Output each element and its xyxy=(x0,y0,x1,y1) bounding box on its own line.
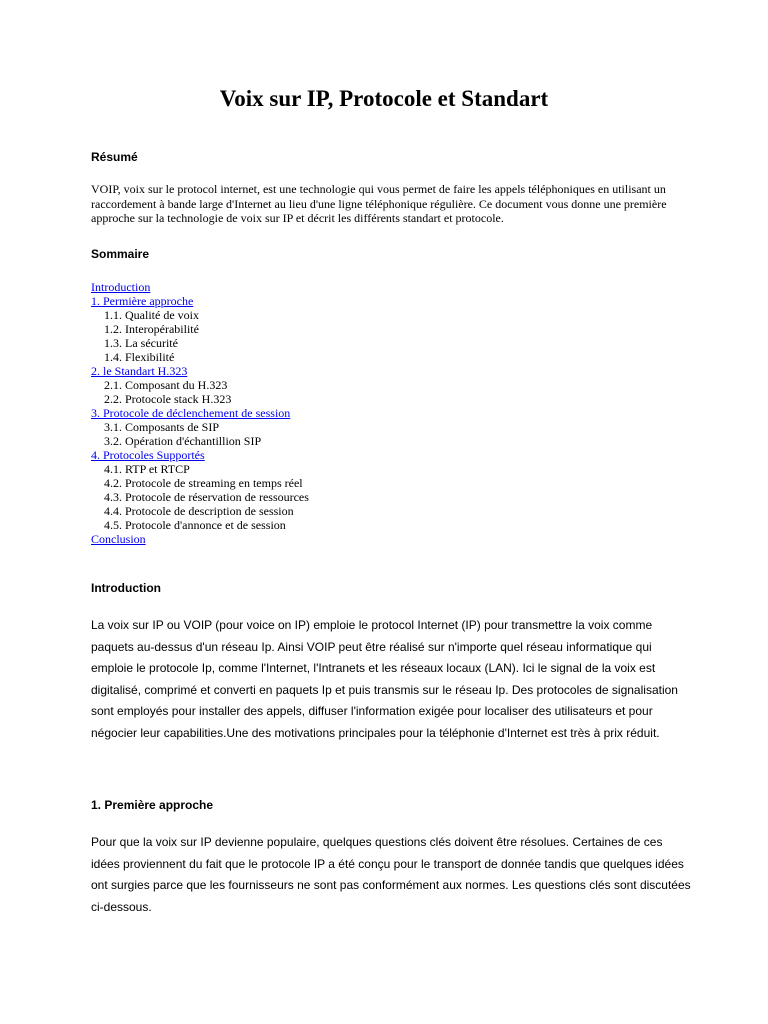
toc-subitem-label: 4.3. Protocole de réservation de ressources xyxy=(104,490,309,504)
toc-subitem-label: 3.2. Opération d'échantillion SIP xyxy=(104,434,262,448)
resume-heading: Résumé xyxy=(91,150,138,164)
toc-item xyxy=(91,336,309,350)
toc-item xyxy=(91,504,309,518)
premiere-approche-text: Pour que la voix sur IP devienne populaire, quelques questions clés doivent être résolues. Certaines de ces idées proviennent du fait que le protocole IP a été conçu pour le transport de donnée tandis que quelques idées ont surgies parce que les fournisseurs ne sont pas conformément aux normes. Les questions clés sont discutées ci-dessous. xyxy=(91,835,691,914)
toc-item xyxy=(91,490,309,504)
toc-item xyxy=(91,350,309,364)
toc-link[interactable]: 3. Protocole de déclenchement de session xyxy=(91,406,291,420)
toc-subitem-label: 1.3. La sécurité xyxy=(104,336,178,350)
toc-link[interactable]: 1. Permière approche xyxy=(91,294,194,308)
toc-item xyxy=(91,434,309,448)
introduction-text: La voix sur IP ou VOIP (pour voice on IP) emploie le protocol Internet (IP) pour transmettre la voix comme paquets au-dessus d'un réseau Ip. Ainsi VOIP peut être réalisé sur n'importe quel réseau informatique qui emploie le protocole Ip, comme l'Internet, l'Intranets et les réseaux locaux (LAN). Ici le signal de la voix est digitalisé, comprimé et converti en paquets Ip et puis transmis sur le réseau Ip. Des protocoles de signalisation sont employés pour installer des appels, diffuser l'information exigée pour localiser des utilisateurs et pour négocier leur capabilities.Une des motivations principales pour la téléphonie d'Internet est très à prix réduit. xyxy=(91,618,678,740)
toc-item[interactable] xyxy=(91,364,309,378)
toc-item xyxy=(91,462,309,476)
toc-subitem-label: 1.4. Flexibilité xyxy=(104,350,175,364)
resume-text: VOIP, voix sur le protocol internet, est une technologie qui vous permet de faire les appels téléphoniques en utilisant un raccordement à bande large d'Internet au lieu d'une ligne téléphonique régulière. Ce document vous donne une première approche sur la technologie de voix sur IP et décrit les différents standart et protocole. xyxy=(91,182,667,225)
toc-item xyxy=(91,322,309,336)
toc-subitem-label: 1.2. Interopérabilité xyxy=(104,322,199,336)
toc-subitem-label: 4.2. Protocole de streaming en temps réel xyxy=(104,476,303,490)
toc-subitem-label: 4.4. Protocole de description de session xyxy=(104,504,294,518)
toc-item xyxy=(91,518,309,532)
toc-subitem-label: 4.1. RTP et RTCP xyxy=(104,462,190,476)
toc-item[interactable] xyxy=(91,280,309,294)
toc-item[interactable] xyxy=(91,532,309,546)
toc-link[interactable]: Conclusion xyxy=(91,532,146,546)
toc-subitem-label: 2.1. Composant du H.323 xyxy=(104,378,228,392)
table-of-contents xyxy=(91,280,309,546)
toc-subitem-label: 3.1. Composants de SIP xyxy=(104,420,220,434)
toc-subitem-label: 1.1. Qualité de voix xyxy=(104,308,199,322)
toc-link[interactable]: 4. Protocoles Supportés xyxy=(91,448,205,462)
toc-item[interactable] xyxy=(91,406,309,420)
premiere-approche-heading: 1. Première approche xyxy=(91,798,214,812)
toc-item xyxy=(91,378,309,392)
toc-link[interactable]: Introduction xyxy=(91,280,151,294)
toc-item xyxy=(91,476,309,490)
toc-item xyxy=(91,420,309,434)
introduction-heading: Introduction xyxy=(91,581,161,595)
document-title: Voix sur IP, Protocole et Standart xyxy=(219,86,549,111)
sommaire-heading: Sommaire xyxy=(91,247,150,261)
toc-subitem-label: 4.5. Protocole d'annonce et de session xyxy=(104,518,286,532)
toc-item xyxy=(91,308,309,322)
toc-item[interactable] xyxy=(91,294,309,308)
toc-item[interactable] xyxy=(91,448,309,462)
toc-item xyxy=(91,392,309,406)
toc-subitem-label: 2.2. Protocole stack H.323 xyxy=(104,392,232,406)
toc-link[interactable]: 2. le Standart H.323 xyxy=(91,364,188,378)
